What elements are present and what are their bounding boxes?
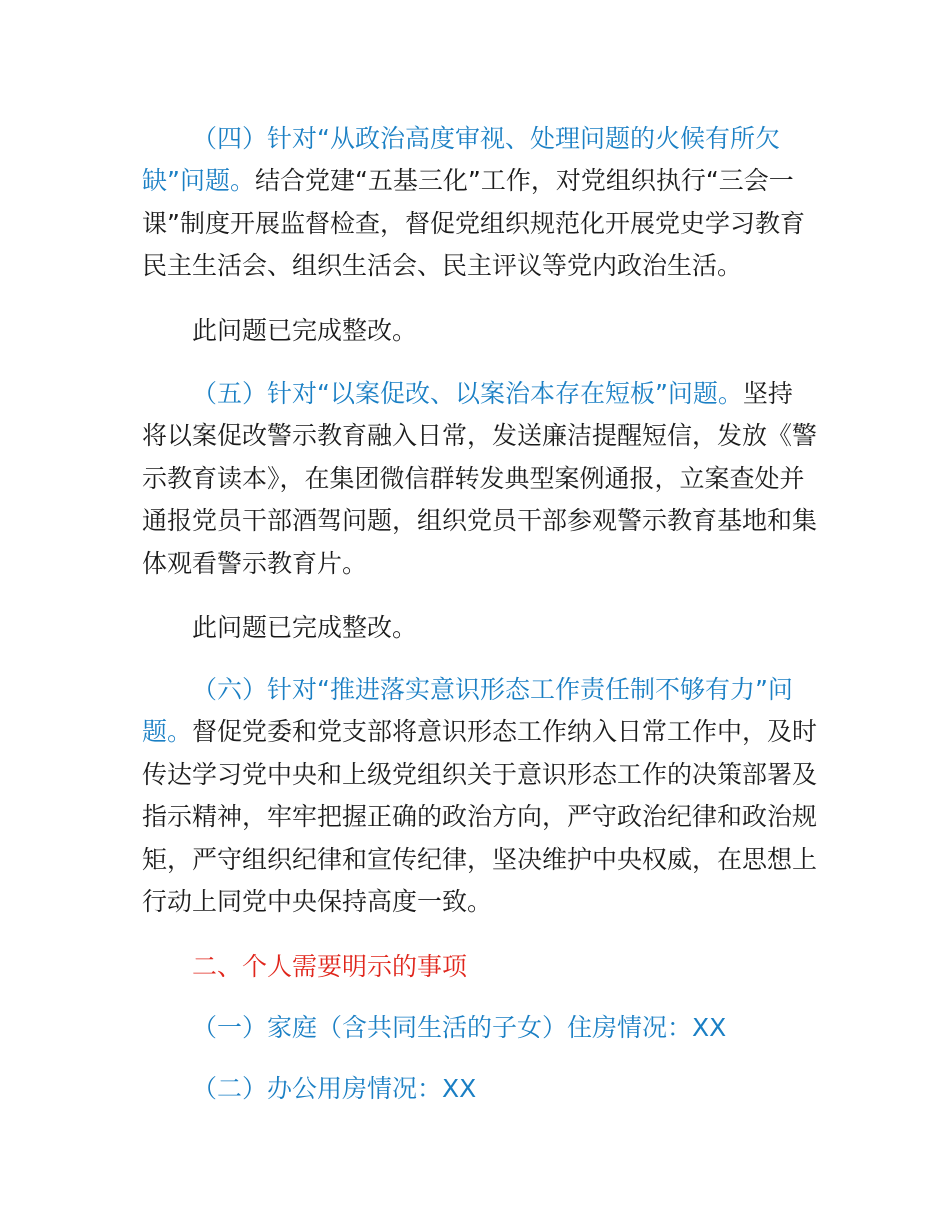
section-4-body-line: 民主生活会、组织生活会、民主评议等党内政治生活。 xyxy=(142,251,743,281)
section-5-heading: （五）针对“以案促改、以案治本存在短板”问题。 xyxy=(192,379,743,408)
section-5-body-line: 体观看警示教育片。 xyxy=(142,548,368,578)
section-4-heading-tail: 缺”问题。 xyxy=(142,166,255,196)
section-6-body-line: 传达学习党中央和上级党组织关于意识形态工作的决策部署及 xyxy=(142,759,818,789)
section-5-body-line: 示教育读本》，在集团微信群转发典型案例通报，立案查处并 xyxy=(142,463,805,493)
section-4-line-1 xyxy=(142,118,814,160)
section-6-line-1 xyxy=(142,669,814,711)
section-5-body-start: 坚持 xyxy=(742,379,793,408)
section-6-body-line: 矩，严守组织纪律和宣传纪律，坚决维护中央权威，在思想上 xyxy=(142,844,818,874)
section-6-paragraph xyxy=(142,669,818,923)
section-5-body-line: 将以案促改警示教育融入日常，发送廉洁提醒短信，发放《警 xyxy=(142,421,818,451)
section-6-heading-tail: 题。 xyxy=(142,717,193,747)
section-5-paragraph xyxy=(142,373,818,585)
section-4-body-start: 结合党建“五基三化”工作，对党组织执行“三会一 xyxy=(254,166,794,196)
section-5-status: 此问题已完成整改。 xyxy=(192,613,418,642)
part-2-item-1: （一）家庭（含共同生活的子女）住房情况：XX xyxy=(192,1013,727,1042)
section-4-heading: （四）针对“从政治高度审视、处理问题的火候有所欠 xyxy=(192,124,780,153)
section-5-body-line: 通报党员干部酒驾问题，组织党员干部参观警示教育基地和集 xyxy=(142,506,818,536)
section-6-heading: （六）针对“推进落实意识形态工作责任制不够有力”问 xyxy=(192,675,793,704)
section-6-line-2 xyxy=(142,711,818,753)
section-4-body-line: 课”制度开展监督检查，督促党组织规范化开展党史学习教育 xyxy=(142,208,805,238)
section-4-line-2 xyxy=(142,160,814,202)
part-2-title: 二、个人需要明示的事项 xyxy=(192,952,468,981)
section-6-body-start: 督促党委和党支部将意识形态工作纳入日常工作中，及时 xyxy=(192,717,818,747)
section-4-status: 此问题已完成整改。 xyxy=(192,316,418,345)
part-2-item-2: （二）办公用房情况：XX xyxy=(192,1074,477,1103)
section-5-line-1 xyxy=(142,373,814,415)
section-6-body-line: 行动上同党中央保持高度一致。 xyxy=(142,886,493,916)
section-4-paragraph xyxy=(142,118,814,288)
section-6-body-line: 指示精神，牢牢把握正确的政治方向，严守政治纪律和政治规 xyxy=(142,802,818,832)
